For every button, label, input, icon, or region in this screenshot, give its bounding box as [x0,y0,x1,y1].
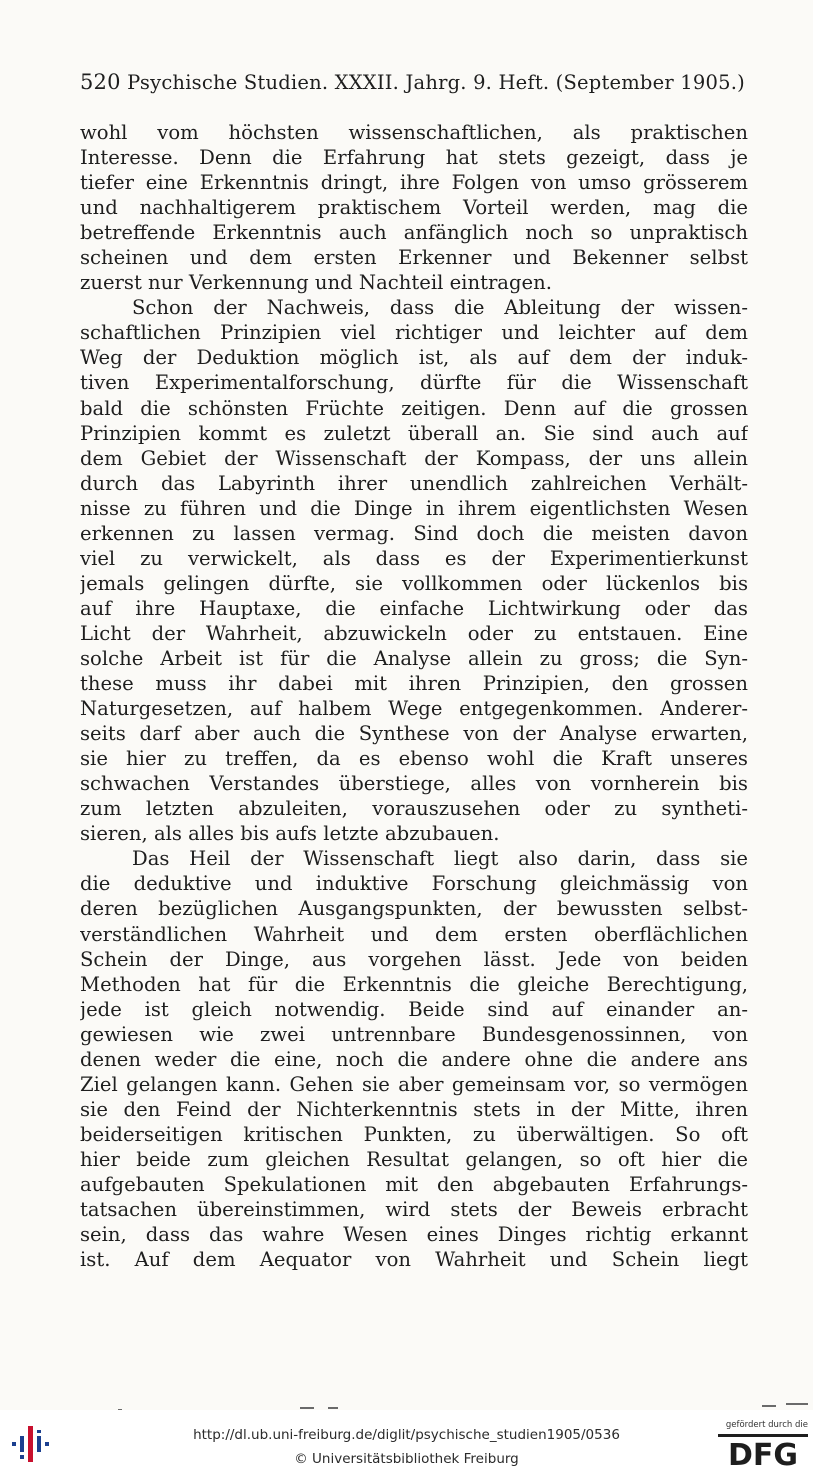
scan-mark [300,1407,314,1409]
paragraph-1 [80,120,748,295]
text-line: verständlichen Wahrheit und dem ersten oberflächlichen [80,922,748,946]
text-line: schwachen Verstandes überstiege, alles von vornherein bis [80,772,748,796]
text-line: scheinen und dem ersten Erkenner und Bekenner selbst [80,246,748,270]
text-line: erkennen zu lassen vermag. Sind doch die meisten davon [80,521,748,545]
page-body [80,120,748,1272]
text-line: Prinzipien kommt es zuletzt überall an. Sie sind auch auf [80,421,748,445]
text-line: schaftlichen Prinzipien viel richtiger und leichter auf dem [80,321,748,345]
text-line: Methoden hat für die Erkenntnis die gleiche Berechtigung, [80,972,748,996]
scan-mark [786,1403,808,1405]
text-line: zum letzten abzuleiten, vorauszusehen oder zu syntheti- [80,797,748,821]
text-line: und nachhaltigerem praktischem Vorteil werden, mag die [80,196,748,220]
text-line: Schein der Dinge, aus vorgehen lässt. Jede von beiden [80,947,748,971]
text-line: sie den Feind der Nichterkenntnis stets in der Mitte, ihren [80,1097,748,1121]
page-number: 520 [80,70,121,94]
text-line: durch das Labyrinth ihrer unendlich zahlreichen Verhält- [80,471,748,495]
text-line: deren bezüglichen Ausgangspunkten, der bewussten selbst- [80,897,748,921]
text-line: Naturgesetzen, auf halbem Wege entgegenkommen. Anderer- [80,697,748,721]
text-line: seits darf aber auch die Synthese von der Analyse erwarten, [80,722,748,746]
dfg-caption: gefördert durch die [725,1420,808,1430]
text-line: Interesse. Denn die Erfahrung hat stets gezeigt, dass je [80,146,748,170]
paragraph-3 [80,846,748,1272]
text-line: jemals gelingen dürfte, sie vollkommen oder lückenlos bis [80,571,748,595]
text-line: solche Arbeit ist für die Analyse allein zu gross; die Syn- [80,646,748,670]
text-line: Licht der Wahrheit, abzuwickeln oder zu entstauen. Eine [80,621,748,645]
text-line: Weg der Deduktion möglich ist, als auf dem der induk- [80,346,748,370]
text-line: sein, dass das wahre Wesen eines Dinges richtig erkannt [80,1223,748,1247]
text-line: these muss ihr dabei mit ihren Prinzipien, den grossen [80,672,748,696]
text-line: ist. Auf dem Aequator von Wahrheit und Schein liegt [80,1248,748,1272]
text-line: tiefer eine Erkenntnis dringt, ihre Folgen von umso grösserem [80,171,748,195]
text-line: beiderseitigen kritischen Punkten, zu überwältigen. So oft [80,1122,748,1146]
copyright-notice: © Universitätsbibliothek Freiburg [294,1451,519,1467]
scan-mark [328,1407,338,1409]
dfg-funding-block[interactable] [712,1420,808,1470]
text-line: Ziel gelangen kann. Gehen sie aber gemeinsam vor, so vermögen [80,1072,748,1096]
text-line: nisse zu führen und die Dinge in ihrem eigentlichsten Wesen [80,496,748,520]
dfg-logo-icon [718,1432,808,1468]
text-line: sieren, als alles bis aufs letzte abzubauen. [80,822,500,846]
text-line: dem Gebiet der Wissenschaft der Kompass, der uns allein [80,446,748,470]
text-line: auf ihre Hauptaxe, die einfache Lichtwirkung oder das [80,596,748,620]
text-line: betreffende Erkenntnis auch anfänglich noch so unpraktisch [80,221,748,245]
text-line: bald die schönsten Früchte zeitigen. Denn auf die grossen [80,396,748,420]
text-line: zuerst nur Verkennung und Nachteil eintragen. [80,271,552,295]
text-line: aufgebauten Spekulationen mit den abgebauten Erfahrungs- [80,1172,748,1196]
text-line: denen weder die eine, noch die andere ohne die andere ans [80,1047,748,1071]
dfg-logo-text: DFG [727,1438,799,1468]
running-title: Psychische Studien. XXXII. Jahrg. 9. Heft. (September 1905.) [127,71,745,94]
text-line: gewiesen wie zwei untrennbare Bundesgenossinnen, von [80,1022,748,1046]
text-line: tiven Experimentalforschung, dürfte für die Wissenschaft [80,371,748,395]
text-line: jede ist gleich notwendig. Beide sind auf einander an- [80,997,748,1021]
text-line: tatsachen übereinstimmen, wird stets der Beweis erbracht [80,1198,748,1222]
source-url[interactable]: http://dl.ub.uni-freiburg.de/diglit/psychische_studien1905/0536 [193,1427,620,1443]
scan-mark [762,1405,776,1407]
running-header [80,70,748,94]
text-line: wohl vom höchsten wissenschaftlichen, als praktischen [80,121,748,144]
text-line: viel zu verwickelt, als dass es der Experimentierkunst [80,546,748,570]
text-line: sie hier zu treffen, da es ebenso wohl die Kraft unseres [80,747,748,771]
paragraph-2 [80,295,748,846]
text-line: hier beide zum gleichen Resultat gelangen, so oft hier die [80,1147,748,1171]
text-line: Schon der Nachweis, dass die Ableitung der wissen- [132,296,748,320]
text-line: Das Heil der Wissenschaft liegt also darin, dass sie [132,847,748,871]
text-line: die deduktive und induktive Forschung gleichmässig von [80,872,748,896]
